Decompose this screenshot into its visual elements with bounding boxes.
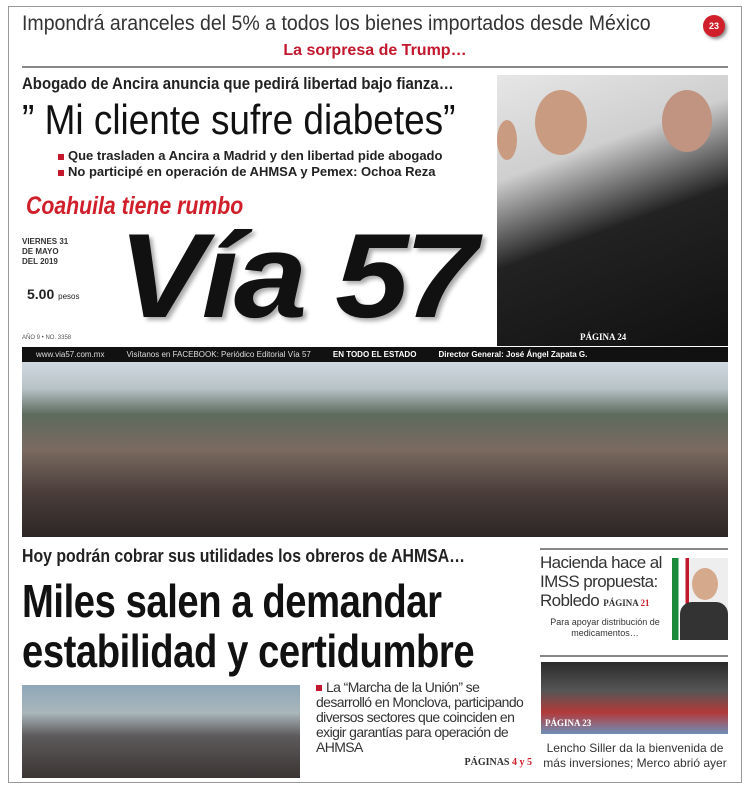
- masthead-logo: Vía 57: [118, 209, 474, 343]
- story-bullet: No participé en operación de AHMSA y Pemex: Ochoa Reza: [58, 164, 435, 179]
- divider: [22, 66, 728, 68]
- sidebar-story-text: Lencho Siller da la bienvenida de más inversiones; Merco abrió ayer: [543, 741, 727, 770]
- ancira-photo: [497, 75, 728, 346]
- page-ref-number: 4 y 5: [512, 757, 532, 768]
- page-badge: 23: [703, 15, 725, 37]
- story-headline-quote: ” Mi cliente sufre diabetes”: [22, 96, 456, 143]
- sub-headline: La sorpresa de Trump…: [283, 42, 467, 59]
- director-text: Director General: José Ángel Zapata G.: [438, 350, 588, 359]
- story-kicker: Abogado de Ancira anuncia que pedirá libertad bajo fianza…: [22, 74, 454, 93]
- masthead-slogan: Coahuila tiene rumbo: [26, 192, 244, 220]
- photo-page-ref: PÁGINA 23: [545, 718, 592, 728]
- price-value: 5.00: [27, 286, 55, 302]
- sidebar-headline: [540, 553, 670, 613]
- website-link[interactable]: www.via57.com.mx: [36, 350, 105, 359]
- story-body: La “Marcha de la Unión” se desarrolló en Monclova, participando diversos sectores que coinciden en exigir garantías para operación de AHMSA: [316, 680, 532, 755]
- march-photo: [22, 685, 300, 778]
- page-ref: [603, 598, 649, 608]
- march-crowd-photo: [22, 362, 728, 537]
- price-currency: pesos: [58, 292, 80, 301]
- divider: [540, 655, 728, 657]
- sidebar-subtext: Para apoyar distribución de medicamentos…: [550, 617, 660, 638]
- page-ref-label: PÁGINAS: [464, 757, 510, 768]
- story-bullet: Que trasladen a Ancira a Madrid y den libertad pide abogado: [58, 148, 442, 163]
- date-line: DEL 2019: [22, 257, 58, 266]
- sidebar-headline-text: Hacienda hace al IMSS propuesta: Robledo: [540, 553, 662, 610]
- price: [27, 286, 80, 305]
- sidebar-story: [540, 553, 670, 639]
- facebook-text: Visítanos en FACEBOOK: Periódico Editorial Vía 57: [126, 350, 311, 359]
- photo-page-ref: PÁGINA 24: [580, 332, 627, 342]
- divider: [540, 548, 728, 550]
- page-ref-label: PÁGINA: [603, 598, 639, 608]
- main-headline-line: Miles salen a demandar: [22, 575, 442, 627]
- main-headline-line: estabilidad y certidumbre: [22, 625, 475, 677]
- coverage-text: EN TODO EL ESTADO: [332, 350, 417, 359]
- date-line: DE MAYO: [22, 247, 59, 256]
- issue-number: AÑO 9 • NO. 3358: [22, 335, 72, 341]
- page-ref: [464, 757, 532, 769]
- masthead-info-bar: [22, 347, 728, 362]
- story-kicker: Hoy podrán cobrar sus utilidades los obreros de AHMSA…: [22, 546, 466, 566]
- date-line: VIERNES 31: [22, 237, 69, 246]
- march-story: [316, 680, 532, 769]
- robledo-photo: [672, 558, 728, 640]
- top-headline: Impondrá aranceles del 5% a todos los bienes importados desde México: [22, 12, 651, 35]
- page-ref-number: 21: [640, 598, 650, 608]
